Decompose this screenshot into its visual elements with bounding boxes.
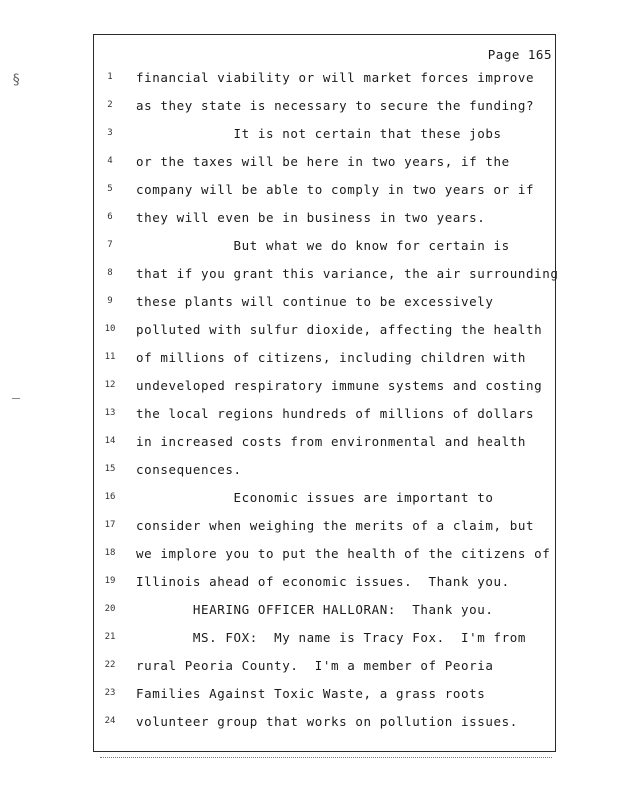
- transcript-line: [0, 210, 618, 232]
- line-number: 15: [104, 464, 116, 474]
- line-number: 6: [107, 212, 113, 222]
- line-number: 22: [104, 660, 116, 670]
- line-text: Economic issues are important to: [136, 490, 494, 505]
- line-number: 11: [104, 352, 116, 362]
- transcript-line: [0, 378, 618, 400]
- transcript-line: [0, 294, 618, 316]
- line-text: financial viability or will market forces improve: [136, 70, 535, 85]
- line-text: or the taxes will be here in two years, if the: [136, 154, 510, 169]
- transcript-line: [0, 350, 618, 372]
- line-number: 21: [104, 632, 116, 642]
- page-number: Page 165: [487, 47, 552, 62]
- line-text: in increased costs from environmental and health: [136, 434, 527, 449]
- line-text: consider when weighing the merits of a claim, but: [136, 518, 535, 533]
- transcript-line: [0, 322, 618, 344]
- transcript-line: [0, 490, 618, 512]
- line-number: 17: [104, 520, 116, 530]
- line-text: consequences.: [136, 462, 242, 477]
- transcript-line: [0, 182, 618, 204]
- transcript-line: [0, 98, 618, 120]
- line-text: MS. FOX: My name is Tracy Fox. I'm from: [136, 630, 527, 645]
- transcript-line: [0, 518, 618, 540]
- line-number: 14: [104, 436, 116, 446]
- line-number: 23: [104, 688, 116, 698]
- line-text: company will be able to comply in two years or if: [136, 182, 535, 197]
- line-text: undeveloped respiratory immune systems and costing: [136, 378, 543, 393]
- transcript-line: [0, 462, 618, 484]
- line-number: 1: [107, 72, 113, 82]
- line-number: 9: [107, 296, 113, 306]
- line-text: these plants will continue to be excessively: [136, 294, 494, 309]
- line-text: But what we do know for certain is: [136, 238, 510, 253]
- line-text: of millions of citizens, including children with: [136, 350, 527, 365]
- footer-rule: [100, 757, 552, 758]
- transcript-line: [0, 574, 618, 596]
- line-text: they will even be in business in two years.: [136, 210, 486, 225]
- line-number: 3: [107, 128, 113, 138]
- line-number: 24: [104, 716, 116, 726]
- transcript-line: [0, 406, 618, 428]
- line-text: It is not certain that these jobs: [136, 126, 502, 141]
- line-number: 4: [107, 156, 113, 166]
- line-text: rural Peoria County. I'm a member of Peoria: [136, 658, 494, 673]
- transcript-line: [0, 154, 618, 176]
- transcript-line: [0, 714, 618, 736]
- line-text: volunteer group that works on pollution issues.: [136, 714, 518, 729]
- line-text: polluted with sulfur dioxide, affecting the health: [136, 322, 543, 337]
- transcript-line: [0, 238, 618, 260]
- transcript-line: [0, 434, 618, 456]
- line-number: 7: [107, 240, 113, 250]
- line-number: 12: [104, 380, 116, 390]
- line-number: 18: [104, 548, 116, 558]
- transcript-line: [0, 630, 618, 652]
- line-number: 8: [107, 268, 113, 278]
- line-text: we implore you to put the health of the citizens of: [136, 546, 551, 561]
- transcript-line: [0, 266, 618, 288]
- line-text: Families Against Toxic Waste, a grass roots: [136, 686, 486, 701]
- line-text: as they state is necessary to secure the funding?: [136, 98, 535, 113]
- line-text: Illinois ahead of economic issues. Thank you.: [136, 574, 510, 589]
- transcript-line: [0, 602, 618, 624]
- line-number: 2: [107, 100, 113, 110]
- line-text: the local regions hundreds of millions of dollars: [136, 406, 535, 421]
- line-number: 20: [104, 604, 116, 614]
- transcript-line: [0, 126, 618, 148]
- line-number: 5: [107, 184, 113, 194]
- line-number: 13: [104, 408, 116, 418]
- transcript-line: [0, 70, 618, 92]
- transcript-line: [0, 658, 618, 680]
- transcript-line: [0, 546, 618, 568]
- line-number: 19: [104, 576, 116, 586]
- line-number: 16: [104, 492, 116, 502]
- line-number: 10: [104, 324, 116, 334]
- margin-mark: §: [12, 72, 21, 88]
- line-text: HEARING OFFICER HALLORAN: Thank you.: [136, 602, 494, 617]
- transcript-line: [0, 686, 618, 708]
- line-text: that if you grant this variance, the air surrounding: [136, 266, 559, 281]
